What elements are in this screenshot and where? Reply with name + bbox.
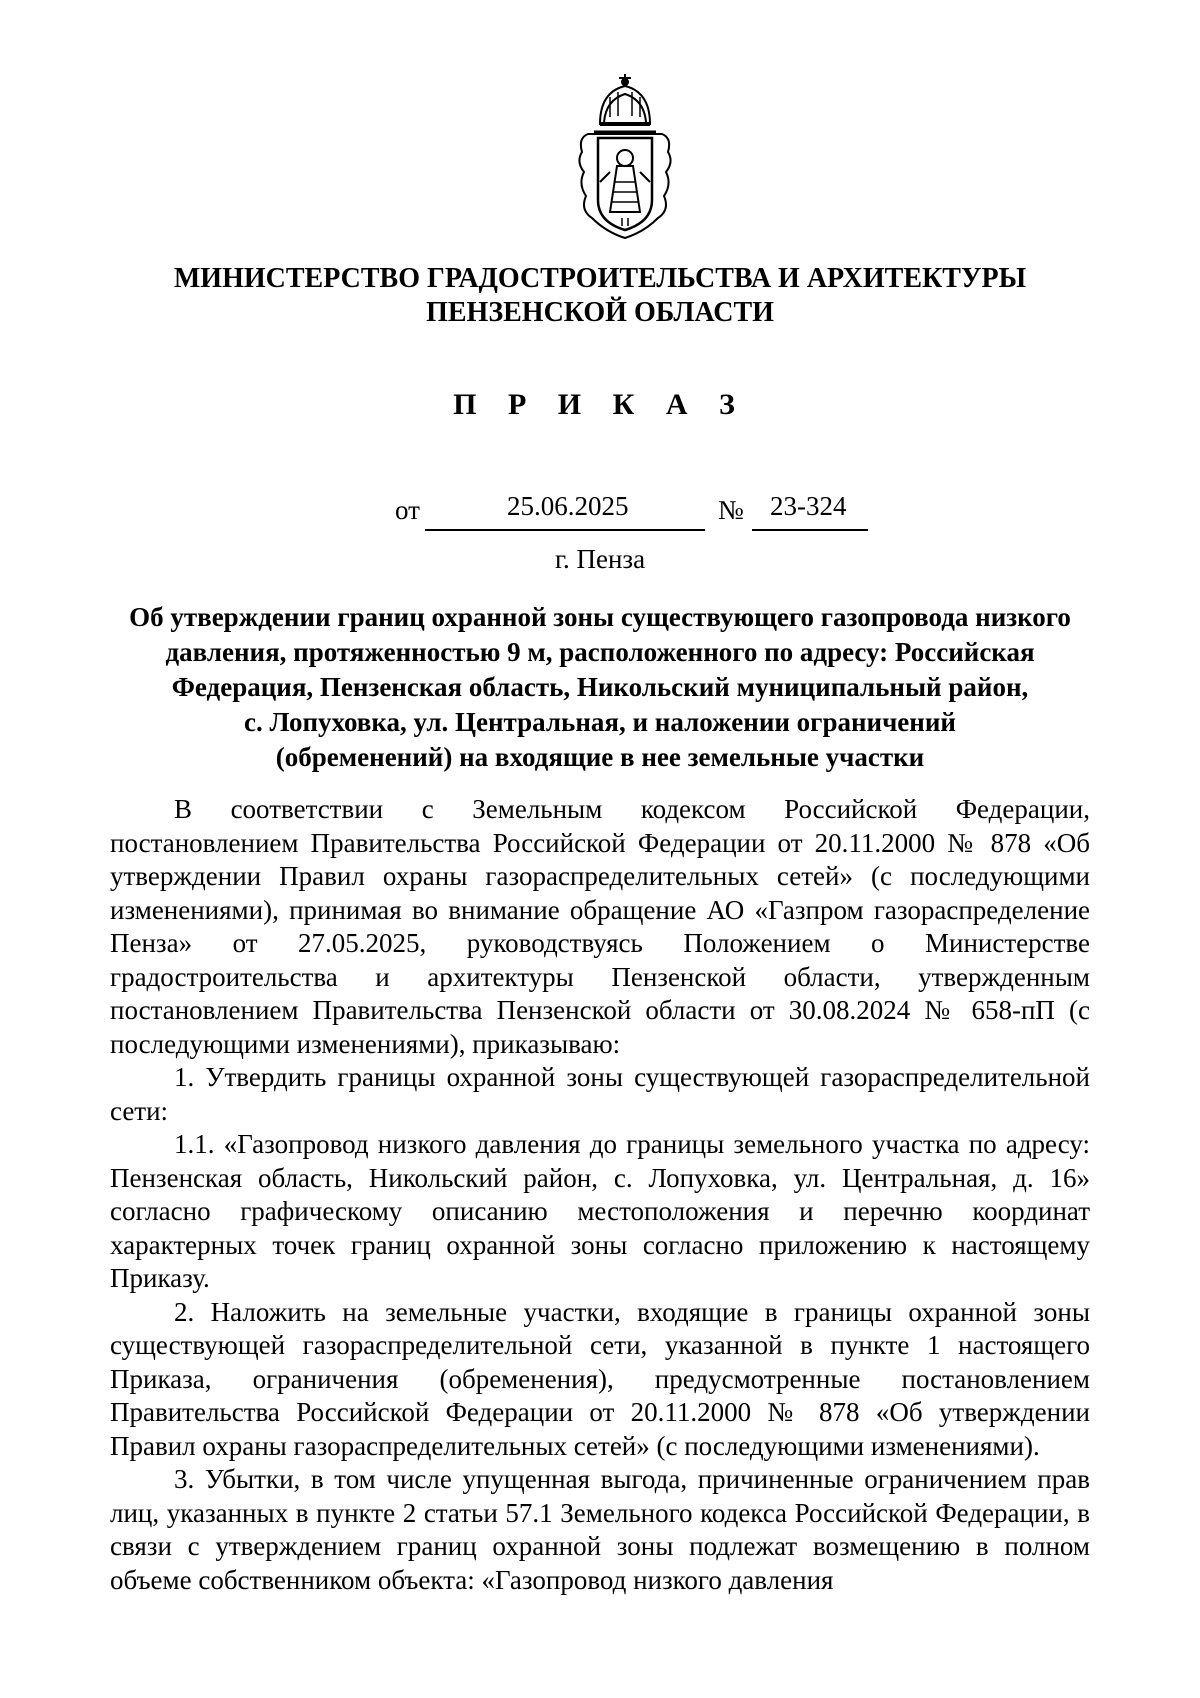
order-body (110, 793, 1090, 1597)
clause-1: 1. Утвердить границы охранной зоны существующей газораспределительной сети: (110, 1062, 1090, 1126)
preamble-paragraph: В соответствии с Земельным кодексом Российской Федерации, постановлением Правительства Российской Федерации от 20.11.2000 № 878 «Об утверждении Правил охраны газораспределительных сетей» (с последующими изменениями), принимая во внимание обращение АО «Газпром газораспределение Пенза» от 27.05.2025, руководствуясь Положением о Министерстве градостроительства и архитектуры Пензенской области, утвержденным постановлением Правительства Пензенской области от 30.08.2024 № 658-пП (с последующими изменениями), приказываю: (110, 794, 1090, 1059)
document-type: П Р И К А З (453, 388, 747, 421)
title-line: давления, протяженностью 9 м, расположенного по адресу: Российская (165, 637, 1035, 667)
date-prefix: от (395, 495, 420, 525)
number-prefix: № (718, 495, 744, 525)
clause-1-1: 1.1. «Газопровод низкого давления до границы земельного участка по адресу: Пензенская область, Никольский район, с. Лопуховка, ул. Центральная, д. 16» согласно графическому описанию местоположения и перечню координат характерных точек границ охранной зоны согласно приложению к настоящему Приказу. (110, 1129, 1090, 1293)
ministry-name-line1: МИНИСТЕРСТВО ГРАДОСТРОИТЕЛЬСТВА И АРХИТЕКТУРЫ (173, 263, 1027, 294)
title-line: Об утверждении границ охранной зоны существующего газопровода низкого (129, 602, 1071, 632)
number-underline (752, 529, 868, 531)
city: г. Пенза (554, 544, 646, 574)
coat-of-arms-icon (570, 72, 680, 242)
clause-2: 2. Наложить на земельные участки, входящие в границы охранной зоны существующей газораспределительной сети, указанной в пункте 1 настоящего Приказа, ограничения (обременения), предусмотренные постановлением Правительства Российской Федерации от 20.11.2000 № 878 «Об утверждении Правил охраны газораспределительных сетей» (с последующими изменениями). (110, 1296, 1090, 1461)
date-number-row (0, 491, 1200, 535)
order-date: 25.06.2025 (507, 491, 629, 521)
date-underline (425, 529, 705, 531)
title-line: Федерация, Пензенская область, Никольский муниципальный район, (171, 672, 1029, 702)
ministry-name-line2: ПЕНЗЕНСКОЙ ОБЛАСТИ (426, 297, 774, 328)
order-title (110, 600, 1090, 775)
title-line: с. Лопуховка, ул. Центральная, и наложении ограничений (244, 707, 956, 737)
clause-3: 3. Убытки, в том числе упущенная выгода, причиненные ограничением прав лиц, указанных в пункте 2 статьи 57.1 Земельного кодекса Российской Федерации, в связи с утверждением границ охранной зоны подлежат возмещению в полном объеме собственником объекта: «Газопровод низкого давления (110, 1464, 1090, 1595)
title-line: (обременений) на входящие в нее земельные участки (275, 742, 925, 772)
order-number: 23-324 (770, 491, 847, 521)
